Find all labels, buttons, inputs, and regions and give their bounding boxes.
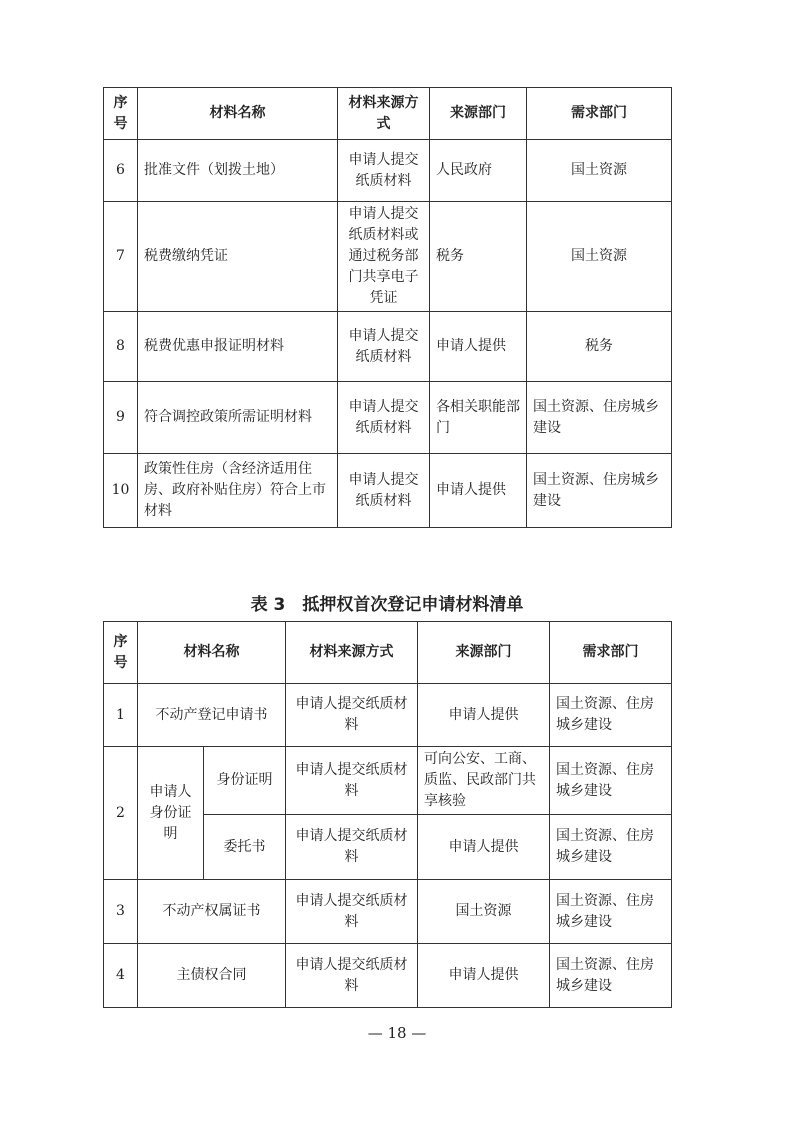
row-demand: 国土资源、住房城乡建设	[550, 747, 672, 815]
row-name: 符合调控政策所需证明材料	[138, 382, 338, 454]
row-no: 10	[104, 454, 138, 528]
row-demand: 国土资源	[527, 140, 672, 202]
row-source: 申请人提供	[418, 944, 550, 1008]
row-no: 7	[104, 202, 138, 312]
table-row	[104, 944, 672, 1008]
row-method: 申请人提交纸质材料	[286, 684, 418, 747]
header-demand: 需求部门	[550, 622, 672, 684]
table-row	[104, 880, 672, 944]
header-no: 序号	[104, 88, 138, 140]
table-row	[104, 747, 672, 815]
table-row	[104, 454, 672, 528]
row-method: 申请人提交纸质材料	[286, 815, 418, 880]
row-demand: 国土资源、住房城乡建设	[550, 815, 672, 880]
row-method: 申请人提交纸质材料	[338, 312, 430, 382]
mortgage-materials-table	[103, 621, 672, 1008]
row-demand: 国土资源、住房城乡建设	[550, 944, 672, 1008]
row-name: 政策性住房（含经济适用住房、政府补贴住房）符合上市材料	[138, 454, 338, 528]
header-demand: 需求部门	[527, 88, 672, 140]
row-source: 各相关职能部门	[430, 382, 527, 454]
table-row	[104, 140, 672, 202]
row-no: 3	[104, 880, 138, 944]
row-source: 税务	[430, 202, 527, 312]
row-demand: 国土资源、住房城乡建设	[527, 382, 672, 454]
table-header-row	[104, 88, 672, 140]
row-name: 批准文件（划拨土地）	[138, 140, 338, 202]
row-demand: 国土资源、住房城乡建设	[550, 880, 672, 944]
table-row	[104, 202, 672, 312]
header-method: 材料来源方式	[286, 622, 418, 684]
row-method: 申请人提交纸质材料	[286, 944, 418, 1008]
row-source: 申请人提供	[418, 815, 550, 880]
table-row	[104, 312, 672, 382]
table3-title: 表 3 抵押权首次登记申请材料清单	[250, 595, 524, 615]
row-demand: 国土资源、住房城乡建设	[550, 684, 672, 747]
page-number: — 18 —	[367, 1024, 427, 1042]
row-demand: 国土资源	[527, 202, 672, 312]
row-method: 申请人提交纸质材料	[338, 454, 430, 528]
row-name: 委托书	[204, 815, 286, 880]
header-method: 材料来源方式	[338, 88, 430, 140]
row-method: 申请人提交纸质材料	[338, 382, 430, 454]
table-header-row	[104, 622, 672, 684]
row-no: 2	[104, 747, 138, 880]
row-source: 人民政府	[430, 140, 527, 202]
row-source: 申请人提供	[430, 454, 527, 528]
row-demand: 税务	[527, 312, 672, 382]
header-source: 来源部门	[430, 88, 527, 140]
row-method: 申请人提交纸质材料	[286, 880, 418, 944]
row-no: 8	[104, 312, 138, 382]
row-name: 税费缴纳凭证	[138, 202, 338, 312]
row-no: 6	[104, 140, 138, 202]
row-demand: 国土资源、住房城乡建设	[527, 454, 672, 528]
row-no: 9	[104, 382, 138, 454]
table-row	[104, 382, 672, 454]
row-no: 1	[104, 684, 138, 747]
header-source: 来源部门	[418, 622, 550, 684]
row-no: 4	[104, 944, 138, 1008]
row-name: 不动产权属证书	[138, 880, 286, 944]
row-source: 国土资源	[418, 880, 550, 944]
row-source: 可向公安、工商、质监、民政部门共享核验	[418, 747, 550, 815]
row-source: 申请人提供	[418, 684, 550, 747]
table-row	[104, 684, 672, 747]
row-name: 不动产登记申请书	[138, 684, 286, 747]
row-method: 申请人提交纸质材料	[338, 140, 430, 202]
materials-table-continued	[103, 87, 672, 528]
row-method: 申请人提交纸质材料	[286, 747, 418, 815]
row-name: 身份证明	[204, 747, 286, 815]
row-method: 申请人提交纸质材料或通过税务部门共享电子凭证	[338, 202, 430, 312]
row-group: 申请人身份证明	[138, 747, 204, 880]
header-name: 材料名称	[138, 622, 286, 684]
row-source: 申请人提供	[430, 312, 527, 382]
row-name: 税费优惠申报证明材料	[138, 312, 338, 382]
header-no: 序号	[104, 622, 138, 684]
header-name: 材料名称	[138, 88, 338, 140]
row-name: 主债权合同	[138, 944, 286, 1008]
